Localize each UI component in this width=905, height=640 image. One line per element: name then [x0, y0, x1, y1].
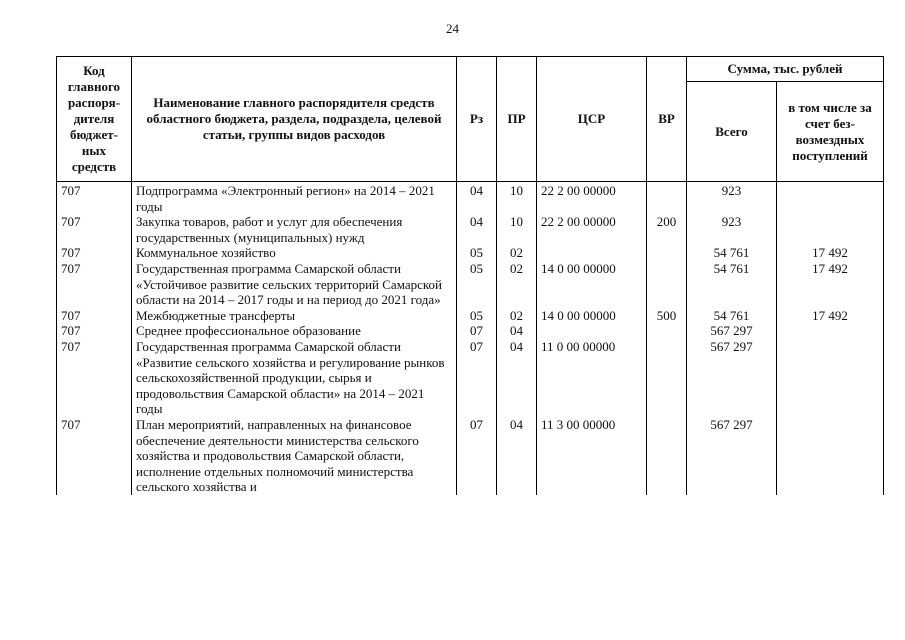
- cell-rz: 04: [457, 214, 497, 245]
- cell-grants: [777, 323, 884, 339]
- cell-rz: 07: [457, 323, 497, 339]
- cell-pr: 04: [497, 417, 537, 495]
- cell-csr: 22 2 00 00000: [537, 182, 647, 215]
- cell-total: 54 761: [687, 308, 777, 324]
- cell-grants: [777, 417, 884, 495]
- cell-total: 567 297: [687, 417, 777, 495]
- header-pr: ПР: [497, 57, 537, 182]
- table-row: [57, 245, 884, 261]
- cell-grants: [777, 182, 884, 215]
- cell-name: Подпрограмма «Электронный регион» на 2014 – 2021 годы: [132, 182, 457, 215]
- cell-code: 707: [57, 182, 132, 215]
- cell-rz: 07: [457, 339, 497, 417]
- header-vr: ВР: [647, 57, 687, 182]
- table-row: [57, 214, 884, 245]
- header-rz: Рз: [457, 57, 497, 182]
- cell-vr: [647, 417, 687, 495]
- cell-vr: [647, 245, 687, 261]
- table-row: [57, 308, 884, 324]
- cell-pr: 04: [497, 323, 537, 339]
- cell-code: 707: [57, 339, 132, 417]
- cell-name: Межбюджетные трансферты: [132, 308, 457, 324]
- cell-grants: 17 492: [777, 245, 884, 261]
- cell-vr: [647, 182, 687, 215]
- cell-code: 707: [57, 245, 132, 261]
- cell-total: 923: [687, 214, 777, 245]
- cell-vr: [647, 261, 687, 308]
- cell-pr: 10: [497, 214, 537, 245]
- cell-rz: 05: [457, 261, 497, 308]
- table-body: [57, 182, 884, 495]
- table-row: [57, 261, 884, 308]
- cell-name: Среднее профессиональное образование: [132, 323, 457, 339]
- cell-vr: 200: [647, 214, 687, 245]
- cell-pr: 02: [497, 261, 537, 308]
- cell-pr: 10: [497, 182, 537, 215]
- budget-table: [56, 56, 884, 495]
- header-code: Код главного распоря-дителя бюджет-ных средств: [57, 57, 132, 182]
- cell-name: Закупка товаров, работ и услуг для обеспечения государственных (муниципальных) нужд: [132, 214, 457, 245]
- cell-csr: 11 3 00 00000: [537, 417, 647, 495]
- table-row: [57, 339, 884, 417]
- cell-csr: [537, 323, 647, 339]
- cell-grants: 17 492: [777, 308, 884, 324]
- cell-csr: 11 0 00 00000: [537, 339, 647, 417]
- cell-rz: 07: [457, 417, 497, 495]
- cell-code: 707: [57, 308, 132, 324]
- table-row: [57, 323, 884, 339]
- cell-total: 567 297: [687, 323, 777, 339]
- header-sum: Сумма, тыс. рублей: [687, 57, 884, 82]
- cell-pr: 02: [497, 308, 537, 324]
- cell-total: 54 761: [687, 245, 777, 261]
- cell-name: План мероприятий, направленных на финансовое обеспечение деятельности министерства сельского хозяйства и продовольствия Самарской области, исполнение отдельных полномочий министерства сельского хозяйства и: [132, 417, 457, 495]
- cell-csr: 22 2 00 00000: [537, 214, 647, 245]
- cell-rz: 05: [457, 308, 497, 324]
- cell-name: Государственная программа Самарской области «Развитие сельского хозяйства и регулирование рынков сельскохозяйственной продукции, сырья и продовольствия Самарской области» на 2014 – 2021 годы: [132, 339, 457, 417]
- cell-name: Коммунальное хозяйство: [132, 245, 457, 261]
- cell-total: 54 761: [687, 261, 777, 308]
- cell-name: Государственная программа Самарской области «Устойчивое развитие сельских территорий Самарской области на 2014 – 2017 годы и на период до 2021 года»: [132, 261, 457, 308]
- cell-rz: 05: [457, 245, 497, 261]
- cell-vr: 500: [647, 308, 687, 324]
- cell-vr: [647, 339, 687, 417]
- cell-csr: 14 0 00 00000: [537, 261, 647, 308]
- header-grants: в том числе за счет без-возмездных поступлений: [777, 82, 884, 182]
- cell-pr: 02: [497, 245, 537, 261]
- header-total: Всего: [687, 82, 777, 182]
- cell-pr: 04: [497, 339, 537, 417]
- cell-total: 567 297: [687, 339, 777, 417]
- cell-code: 707: [57, 261, 132, 308]
- header-name: Наименование главного распорядителя средств областного бюджета, раздела, подраздела, целевой статьи, группы видов расходов: [132, 57, 457, 182]
- cell-code: 707: [57, 323, 132, 339]
- cell-grants: [777, 214, 884, 245]
- page-number: 24: [446, 21, 459, 36]
- table-row: [57, 182, 884, 215]
- cell-rz: 04: [457, 182, 497, 215]
- cell-total: 923: [687, 182, 777, 215]
- cell-grants: 17 492: [777, 261, 884, 308]
- cell-grants: [777, 339, 884, 417]
- cell-vr: [647, 323, 687, 339]
- header-csr: ЦСР: [537, 57, 647, 182]
- cell-code: 707: [57, 214, 132, 245]
- cell-csr: 14 0 00 00000: [537, 308, 647, 324]
- cell-code: 707: [57, 417, 132, 495]
- cell-csr: [537, 245, 647, 261]
- table-row: [57, 417, 884, 495]
